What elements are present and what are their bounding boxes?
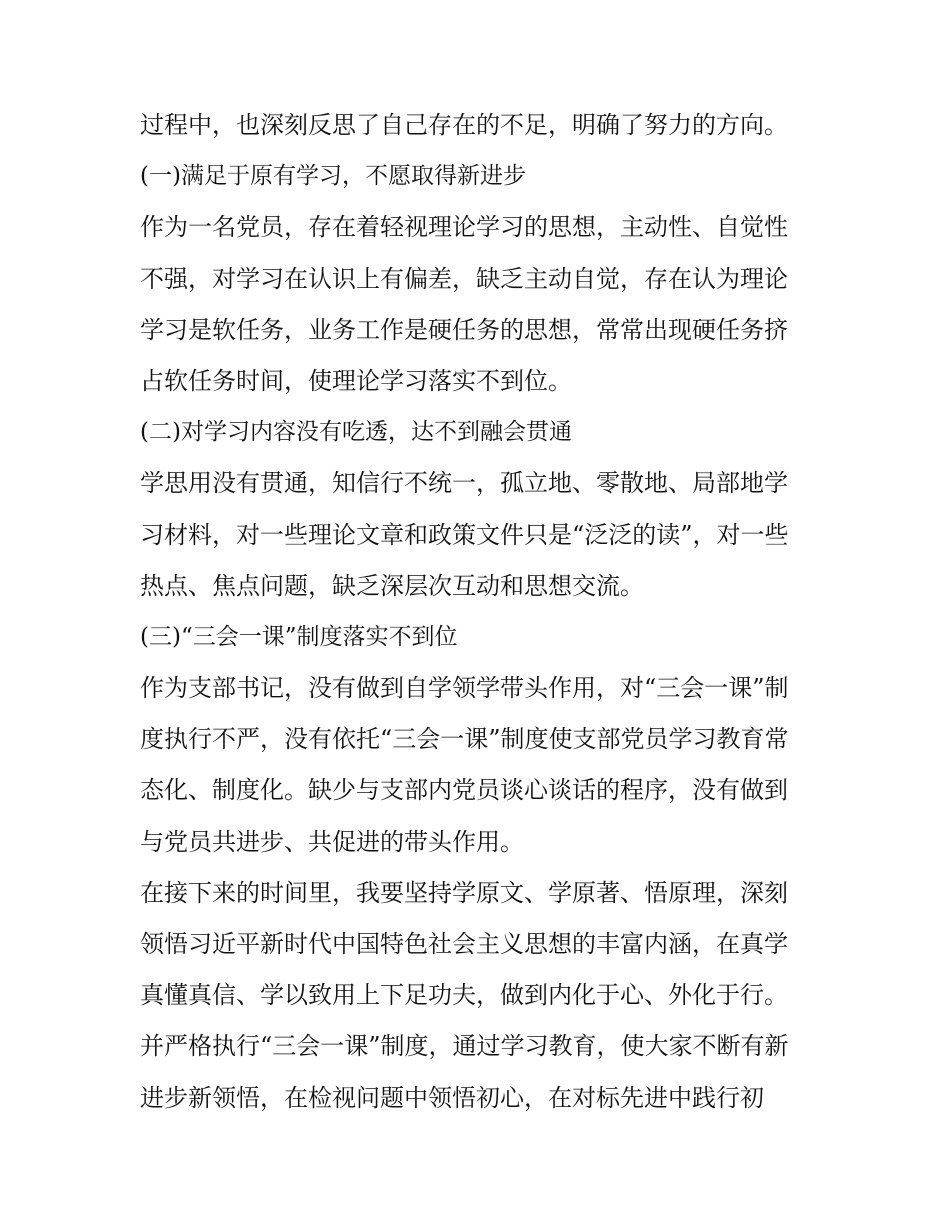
text-line: 占软任务时间，使理论学习落实不到位。: [140, 366, 572, 395]
text-line: 热点、焦点问题，缺乏深层次互动和思想交流。: [140, 571, 644, 600]
section-heading-2: (二)对学习内容没有吃透，达不到融会贯通: [140, 419, 572, 446]
text-line: 作为一名党员，存在着轻视理论学习的思想，主动性、自觉性: [140, 213, 788, 242]
text-line: 过程中，也深刻反思了自己存在的不足，明确了努力的方向。: [140, 111, 788, 139]
text-line: 学思用没有贯通，知信行不统一，孤立地、零散地、局部地学: [140, 469, 788, 498]
text-line: 并严格执行“三会一课”制度，通过学习教育，使大家不断有新: [140, 1032, 789, 1061]
document-page: [140, 100, 812, 1124]
text-line: 进步新领悟，在检视问题中领悟初心，在对标先进中践行初: [140, 1083, 764, 1112]
text-line: 学习是软任务，业务工作是硬任务的思想，常常出现硬任务挤: [140, 315, 788, 344]
text-line: 作为支部书记，没有做到自学领学带头作用，对“三会一课”制: [140, 674, 789, 703]
section-heading-3: (三)“三会一课”制度落实不到位: [140, 623, 458, 650]
text-line: 在接下来的时间里，我要坚持学原文、学原著、悟原理，深刻: [140, 878, 788, 907]
text-line: 不强，对学习在认识上有偏差，缺乏主动自觉，存在认为理论: [140, 264, 788, 293]
text-line: 与党员共进步、共促进的带头作用。: [140, 827, 524, 856]
text-line: 态化、制度化。缺少与支部内党员谈心谈话的程序，没有做到: [140, 776, 788, 805]
section-heading-1: (一)满足于原有学习，不愿取得新进步: [140, 163, 526, 190]
text-line: 度执行不严，没有依托“三会一课”制度使支部党员学习教育常: [140, 725, 789, 754]
text-line: 习材料，对一些理论文章和政策文件只是“泛泛的读”，对一些: [140, 520, 789, 549]
text-line: 真懂真信、学以致用上下足功夫，做到内化于心、外化于行。: [140, 981, 788, 1010]
text-line: 领悟习近平新时代中国特色社会主义思想的丰富内涵，在真学: [140, 930, 788, 958]
